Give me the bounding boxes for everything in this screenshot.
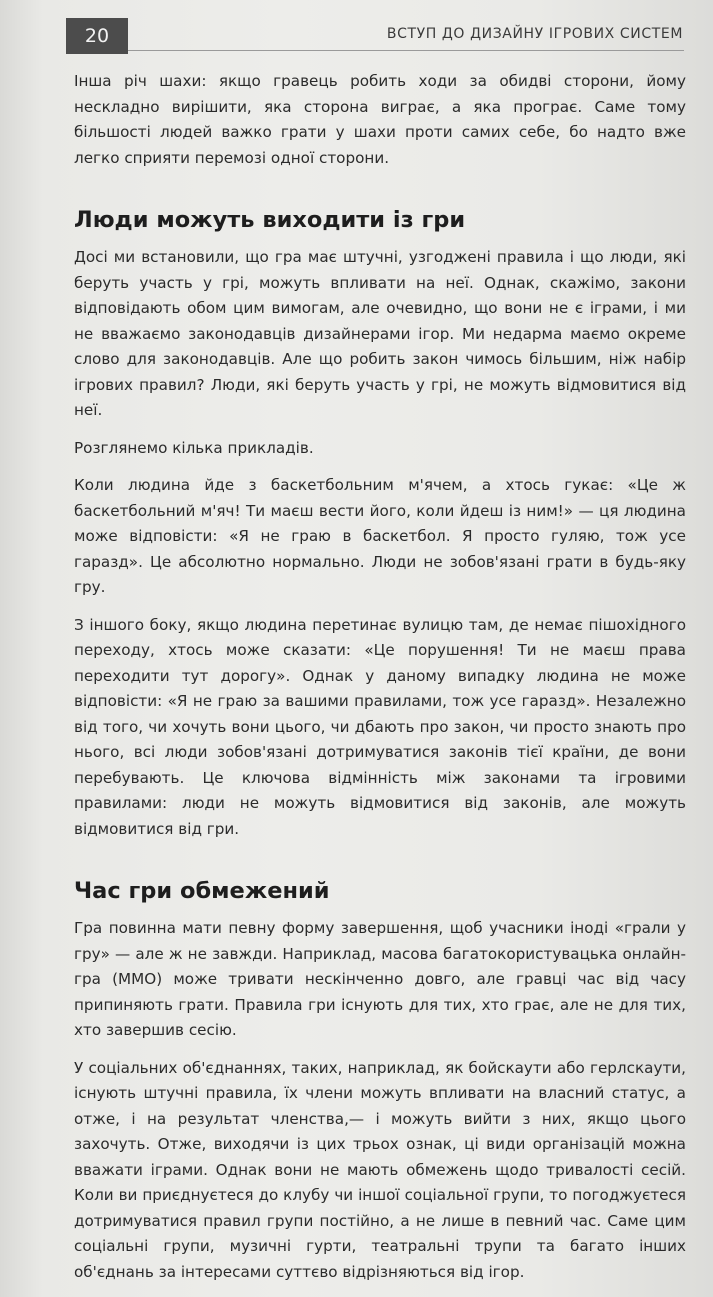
intro-paragraph: Інша річ шахи: якщо гравець робить ходи за обидві сторони, йому нескладно вирішити, яка сторона виграє, а яка програє. Саме тому більшості людей важко грати у шахи проти самих себе, бо надто вже легко сприяти перемозі одної сторони. — [74, 72, 686, 167]
page-number: 20 — [66, 18, 128, 54]
paragraph: З іншого боку, якщо людина перетинає вулицю там, де немає пішохідного переходу, хтось може сказати: «Це порушення! Ти не маєш права переходити тут дорогу». Однак у даному випадку людина не може відповісти: «Я не граю за вашими правилами, тож усе гаразд». Незалежно від того, чи хочуть вони цього, чи дбають про закон, чи просто знають про нього, всі люди зобов'язані дотримуватися законів тієї країни, де вони перебувають. Це ключова відмінність між законами та ігровими правилами: люди не можуть відмовитися від законів, але можуть відмовитися від гри. — [74, 615, 686, 838]
section-heading-time-limited: Час гри обмежений — [74, 878, 330, 904]
paragraph: Коли людина йде з баскетбольним м'ячем, а хтось гукає: «Це ж баскетбольний м'яч! Ти маєш вести його, коли йдеш із ним!» — ця людина може відповісти: «Я не граю в баскетбол. Я просто гуляю, тож усе гаразд». Це абсолютно нормально. Люди не зобов'язані грати в будь-яку гру. — [74, 476, 686, 596]
paragraph: Розглянемо кілька прикладів. — [74, 438, 314, 457]
page-body — [74, 69, 686, 1297]
running-title: ВСТУП ДО ДИЗАЙНУ ІГРОВИХ СИСТЕМ — [386, 26, 683, 42]
header-rule — [128, 50, 684, 51]
paragraph: Гра повинна мати певну форму завершення, щоб учасники іноді «грали у гру» — але ж не завжди. Наприклад, масова багатокористувацька онлайн-гра (ММО) може тривати нескінченно довго, але гравці час від часу припиняють грати. Правила гри існують для тих, хто грає, але не для тих, хто завершив сесію. — [74, 919, 686, 1039]
paragraph: Досі ми встановили, що гра має штучні, узгоджені правила і що люди, які беруть участь у грі, можуть впливати на неї. Однак, скажімо, закони відповідають обом цим вимогам, але очевидно, що вони не є іграми, і ми не вважаємо законодавців дизайнерами ігор. Ми недарма маємо окреме слово для законодавців. Але що робить закон чимось більшим, ніж набір ігрових правил? Люди, які беруть участь у грі, не можуть відмовитися від неї. — [74, 248, 686, 419]
section-heading-opt-out: Люди можуть виходити із гри — [74, 207, 466, 233]
paragraph: У соціальних об'єднаннях, таких, наприклад, як бойскаути або герлскаути, існують штучні правила, їх члени можуть впливати на власний статус, а отже, і на результат членства,— і можуть вийти з них, якщо цього захочуть. Отже, виходячи із цих трьох ознак, ці види організацій можна вважати іграми. Однак вони не мають обмежень щодо тривалості сесій. Коли ви приєднуєтеся до клубу чи іншої соціальної групи, то погоджуєтеся дотримуватися правил групи постійно, а не лише в певний час. Саме цим соціальні групи, музичні гурти, театральні трупи та багато інших об'єднань за інтересами суттєво відрізняються від ігор. — [74, 1058, 686, 1281]
